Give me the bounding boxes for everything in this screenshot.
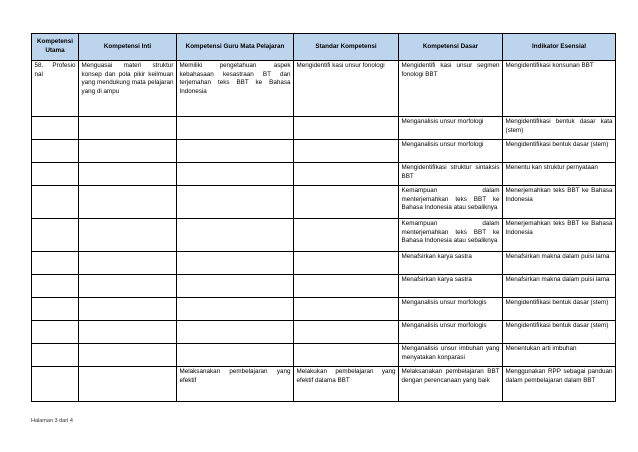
cell-kompetensi-dasar: Menafsirkan karya sastra [399, 275, 503, 298]
cell-standar-kompetensi [294, 163, 399, 186]
cell-indikator-esensial: Menggunakan RPP sebagai panduan dalam pembelajaran dalam BBT [503, 367, 616, 402]
cell-kompetensi-utama [32, 252, 79, 275]
cell-kompetensi-dasar: Menganalisis unsur imbuhan yang menyatakan konparasi [399, 344, 503, 367]
cell-kompetensi-guru [177, 117, 294, 140]
cell-kompetensi-utama [32, 140, 79, 163]
cell-kompetensi-dasar: Menganalisis unsur morfologis [399, 298, 503, 321]
cell-standar-kompetensi [294, 219, 399, 252]
cell-kompetensi-inti [79, 219, 177, 252]
header-kompetensi-utama: Kompetensi Utama [32, 34, 79, 61]
cell-kompetensi-inti [79, 298, 177, 321]
cell-kompetensi-guru [177, 219, 294, 252]
cell-standar-kompetensi [294, 252, 399, 275]
table-row [32, 298, 616, 321]
cell-kompetensi-dasar: Menafsirkan karya sastra [399, 252, 503, 275]
cell-indikator-esensial: Menafsirkan makna dalam puisi lama [503, 275, 616, 298]
competency-table [31, 33, 616, 402]
cell-indikator-esensial: Mengidentifikasi konsunan BBT [503, 61, 616, 117]
table-body [32, 61, 616, 402]
cell-indikator-esensial: Menerjemahkan teks BBT ke Bahasa Indonesia [503, 186, 616, 219]
cell-kompetensi-utama [32, 275, 79, 298]
cell-kompetensi-guru: Melaksanakan pembelajaran yang efektif [177, 367, 294, 402]
cell-kompetensi-utama [32, 117, 79, 140]
header-kompetensi-guru: Kompetensi Guru Mata Pelajaran [177, 34, 294, 61]
table-row [32, 163, 616, 186]
table-row [32, 61, 616, 117]
cell-kompetensi-dasar: Menganalisis unsur morfologis [399, 321, 503, 344]
cell-indikator-esensial: Mengidentifikasi bentuk dasar (stem) [503, 298, 616, 321]
cell-kompetensi-dasar: Melaksanakan pembelajaran BBT dengan perencanaan yang baik [399, 367, 503, 402]
header-indikator-esensial: Indikator Esensial [503, 34, 616, 61]
cell-kompetensi-guru [177, 163, 294, 186]
cell-kompetensi-inti [79, 321, 177, 344]
table-row [32, 219, 616, 252]
cell-kompetensi-inti [79, 117, 177, 140]
cell-standar-kompetensi [294, 344, 399, 367]
cell-kompetensi-guru [177, 186, 294, 219]
cell-kompetensi-utama [32, 298, 79, 321]
cell-standar-kompetensi [294, 186, 399, 219]
cell-kompetensi-guru [177, 298, 294, 321]
cell-kompetensi-dasar: Kemampuan dalam menterjemahkan teks BBT ke Bahasa Indonesia atau sebaliknya [399, 219, 503, 252]
table-row [32, 367, 616, 402]
header-kompetensi-inti: Kompetensi Inti [79, 34, 177, 61]
cell-indikator-esensial: Menerjemahkan teks BBT ke Bahasa Indonesia [503, 219, 616, 252]
cell-kompetensi-inti [79, 275, 177, 298]
cell-standar-kompetensi [294, 321, 399, 344]
cell-kompetensi-guru [177, 140, 294, 163]
cell-kompetensi-inti [79, 163, 177, 186]
cell-kompetensi-dasar: Menganalisis unsur morfologi [399, 117, 503, 140]
table-row [32, 344, 616, 367]
cell-kompetensi-inti [79, 252, 177, 275]
cell-indikator-esensial: Mengidentifikasi bentuk dasar (stem) [503, 321, 616, 344]
cell-kompetensi-utama: 58. Profesio nal [32, 61, 79, 117]
cell-kompetensi-guru [177, 252, 294, 275]
cell-kompetensi-dasar: Mengidentifikasi struktur sintaksis BBT [399, 163, 503, 186]
cell-standar-kompetensi [294, 140, 399, 163]
cell-kompetensi-inti: Menguasai materi struktur konsep dan pola pikir keilmuan yang mendukung mata pelajaran yang di ampu [79, 61, 177, 117]
cell-kompetensi-guru: Memiliki pengetahuan aspek kebahasaan kesastraan BT dan terjemahan teks BBT ke Bahasa Indonesia [177, 61, 294, 117]
cell-kompetensi-dasar: Menganalisis unsur morfologi [399, 140, 503, 163]
table-row [32, 252, 616, 275]
cell-kompetensi-inti [79, 186, 177, 219]
cell-standar-kompetensi [294, 275, 399, 298]
cell-kompetensi-dasar: Mengidentifi kasi unsur segmen fonologi BBT [399, 61, 503, 117]
cell-standar-kompetensi [294, 298, 399, 321]
table-row [32, 117, 616, 140]
cell-kompetensi-utama [32, 186, 79, 219]
cell-kompetensi-utama [32, 163, 79, 186]
cell-indikator-esensial: Menentu kan struktur pernyataan [503, 163, 616, 186]
header-kompetensi-dasar: Kompetensi Dasar [399, 34, 503, 61]
cell-kompetensi-utama [32, 219, 79, 252]
table-row [32, 275, 616, 298]
cell-indikator-esensial: Menentukan arti imbuhan [503, 344, 616, 367]
cell-indikator-esensial: Mengidentifikasi bentuk dasar kata (stem) [503, 117, 616, 140]
cell-kompetensi-inti [79, 367, 177, 402]
header-standar-kompetensi: Standar Kompetensi [294, 34, 399, 61]
cell-kompetensi-inti [79, 344, 177, 367]
table-row [32, 140, 616, 163]
cell-kompetensi-guru [177, 321, 294, 344]
cell-standar-kompetensi [294, 117, 399, 140]
cell-indikator-esensial: Menafsirkan makna dalam puisi lama [503, 252, 616, 275]
cell-standar-kompetensi: Melakukan pembelajaran yang efektif dalama BBT [294, 367, 399, 402]
table-row [32, 186, 616, 219]
page-footer: Halaman 3 dari 4 [31, 418, 73, 424]
table-row [32, 321, 616, 344]
table-header-row [32, 34, 616, 61]
cell-kompetensi-utama [32, 344, 79, 367]
cell-kompetensi-guru [177, 344, 294, 367]
cell-indikator-esensial: Mengidentifikasi bentuk dasar (stem) [503, 140, 616, 163]
cell-kompetensi-utama [32, 321, 79, 344]
cell-kompetensi-utama [32, 367, 79, 402]
cell-kompetensi-guru [177, 275, 294, 298]
cell-kompetensi-dasar: Kemampuan dalam menterjemahkan teks BBT ke Bahasa Indonesia atau sebaliknya [399, 186, 503, 219]
cell-standar-kompetensi: Mengidentifi kasi unsur fonologi [294, 61, 399, 117]
cell-kompetensi-inti [79, 140, 177, 163]
